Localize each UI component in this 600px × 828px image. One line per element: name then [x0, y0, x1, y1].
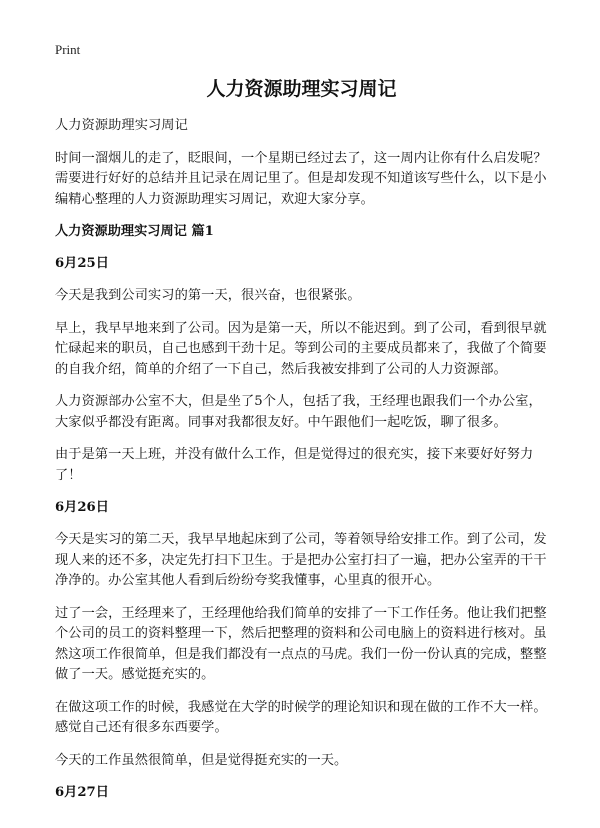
entry-paragraph: 由于是第一天上班，并没有做什么工作，但是觉得过的很充实，接下来要好好努力了！ [55, 447, 534, 483]
intro-paragraph: 时间一溜烟儿的走了，眨眼间，一个星期已经过去了，这一周内让你有什么启发呢？需要进行好好的总结并且记录在周记里了。但是却发现不知道该写些什么，以下是小编精心整理的人力资源助理实习周记，欢迎大家分享。 [55, 150, 547, 207]
entry-date: 6月26日 [55, 500, 109, 515]
entry-paragraph: 人力资源部办公室不大，但是坐了5个人，包括了我，王经理也跟我们一个办公室，大家似乎都没有距离。同事对我都很友好。中午跟他们一起吃饭，聊了很多。 [55, 394, 542, 430]
entry-paragraph: 今天是我到公司实习的第一天，很兴奋，也很紧张。 [55, 288, 361, 303]
entry-paragraph: 今天的工作虽然很简单，但是觉得挺充实的一天。 [55, 752, 348, 768]
entry-paragraph: 今天是实习的第二天，我早早地起床到了公司，等着领导给安排工作。到了公司，发现人来的还不多，决定先打扫下卫生。于是把办公室打扫了一遍，把办公室弄的干干净净的。办公室其他人看到后纷纷夸奖我懂事，心里真的很开心。 [55, 532, 547, 588]
section-heading: 人力资源助理实习周记 篇1 [55, 224, 214, 239]
page-title: 人力资源助理实习周记 [206, 78, 397, 100]
entry-paragraph: 过了一会，王经理来了，王经理他给我们简单的安排了一下工作任务。他让我们把整个公司的员工的资料整理一下，然后把整理的资料和公司电脑上的资料进行核对。虽然这项工作很简单，但是我们都没有一点点的马虎。我们一份一份认真的完成，整整做了一天。感觉挺充实的。 [55, 605, 547, 682]
print-link[interactable]: Print [55, 42, 81, 57]
entry-paragraph: 早上，我早早地来到了公司。因为是第一天，所以不能迟到。到了公司，看到很早就忙碌起来的职员，自己也感到干劲十足。等到公司的主要成员都来了，我做了个简要的自我介绍，简单的介绍了一下自己，然后我被安排到了公司的人力资源部。 [55, 320, 547, 377]
entry-date: 6月27日 [55, 785, 109, 800]
subtitle-line: 人力资源助理实习周记 [55, 118, 188, 133]
entry-paragraph: 在做这项工作的时候，我感觉在大学的时候学的理论知识和现在做的工作不大一样。感觉自己还有很多东西要学。 [55, 699, 547, 735]
entry-date: 6月25日 [55, 256, 109, 271]
